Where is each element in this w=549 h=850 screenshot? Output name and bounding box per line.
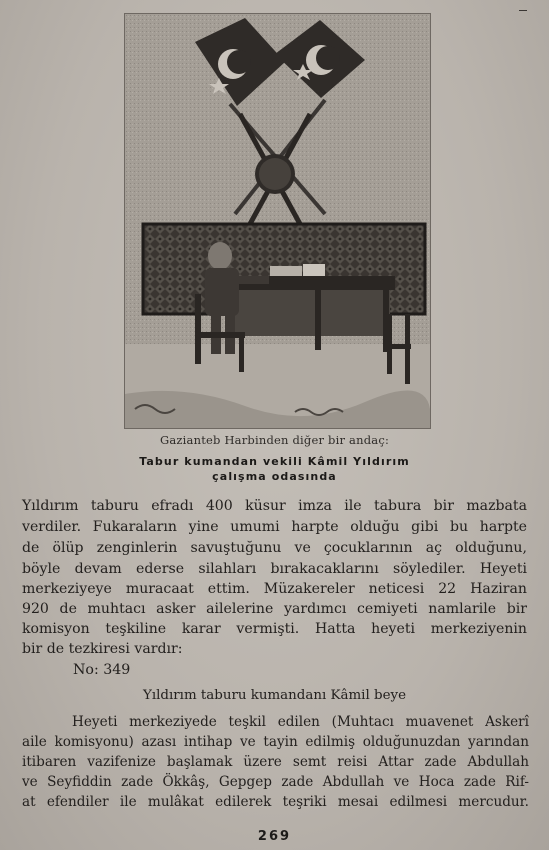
letter-line: aile komisyonu) azası intihap ve tayin edilmiş olduğunuzdan yarından — [22, 734, 529, 750]
page-number: 269 — [257, 829, 292, 844]
letter-line: itibaren vazifenize başlamak üzere semt reisi Attar zade Abdullah — [22, 754, 529, 770]
body-line: de ölüp zenginlerin savuştuğunu ve çocuklarının aç olduğunu, — [22, 540, 527, 556]
body-line: merkeziyeye muracaat ettim. Müzakereler neticesi 22 Haziran — [22, 581, 527, 597]
photo-subtitle: Gazianteb Harbinden diğer bir andaç: — [159, 433, 390, 447]
document-number: No: 349 — [73, 662, 131, 678]
letter-line: ve Seyfiddin zade Ökkâş, Gepgep zade Abdullah ve Hoca zade Rif- — [22, 774, 529, 790]
body-line: Yıldırım taburu efradı 400 küsur imza ile tabura bir mazbata — [22, 498, 527, 514]
body-line: bir de tezkiresi vardır: — [22, 641, 183, 657]
document-addressee: Yıldırım taburu kumandanı Kâmil beye — [143, 688, 406, 703]
photograph — [124, 13, 431, 429]
letter-line: at efendiler ile mulâkat edilerek teşriki mesai edilmesi mercudur. — [22, 794, 529, 810]
body-line: verdiler. Fukaraların yine umumi harpte olduğu gibi bu harpte — [22, 519, 527, 535]
body-line: 920 de muhtacı asker ailelerine yardımcı cemiyeti namlarile bir — [22, 601, 527, 617]
photo-title-line-1: Tabur kumandan vekili Kâmil Yıldırım — [139, 455, 410, 468]
corner-mark — [519, 10, 527, 11]
photo-flags-officer-desk-icon — [125, 14, 430, 428]
photo-title-line-2: çalışma odasında — [212, 470, 337, 483]
body-line: böyle devam ederse silahları bırakacaklarını söylediler. Heyeti — [22, 561, 527, 577]
letter-line: Heyeti merkeziyede teşkil edilen (Muhtacı muavenet Askerî — [72, 714, 529, 730]
body-line: komisyon teşkiline karar vermişti. Hatta heyeti merkeziyenin — [22, 621, 527, 637]
